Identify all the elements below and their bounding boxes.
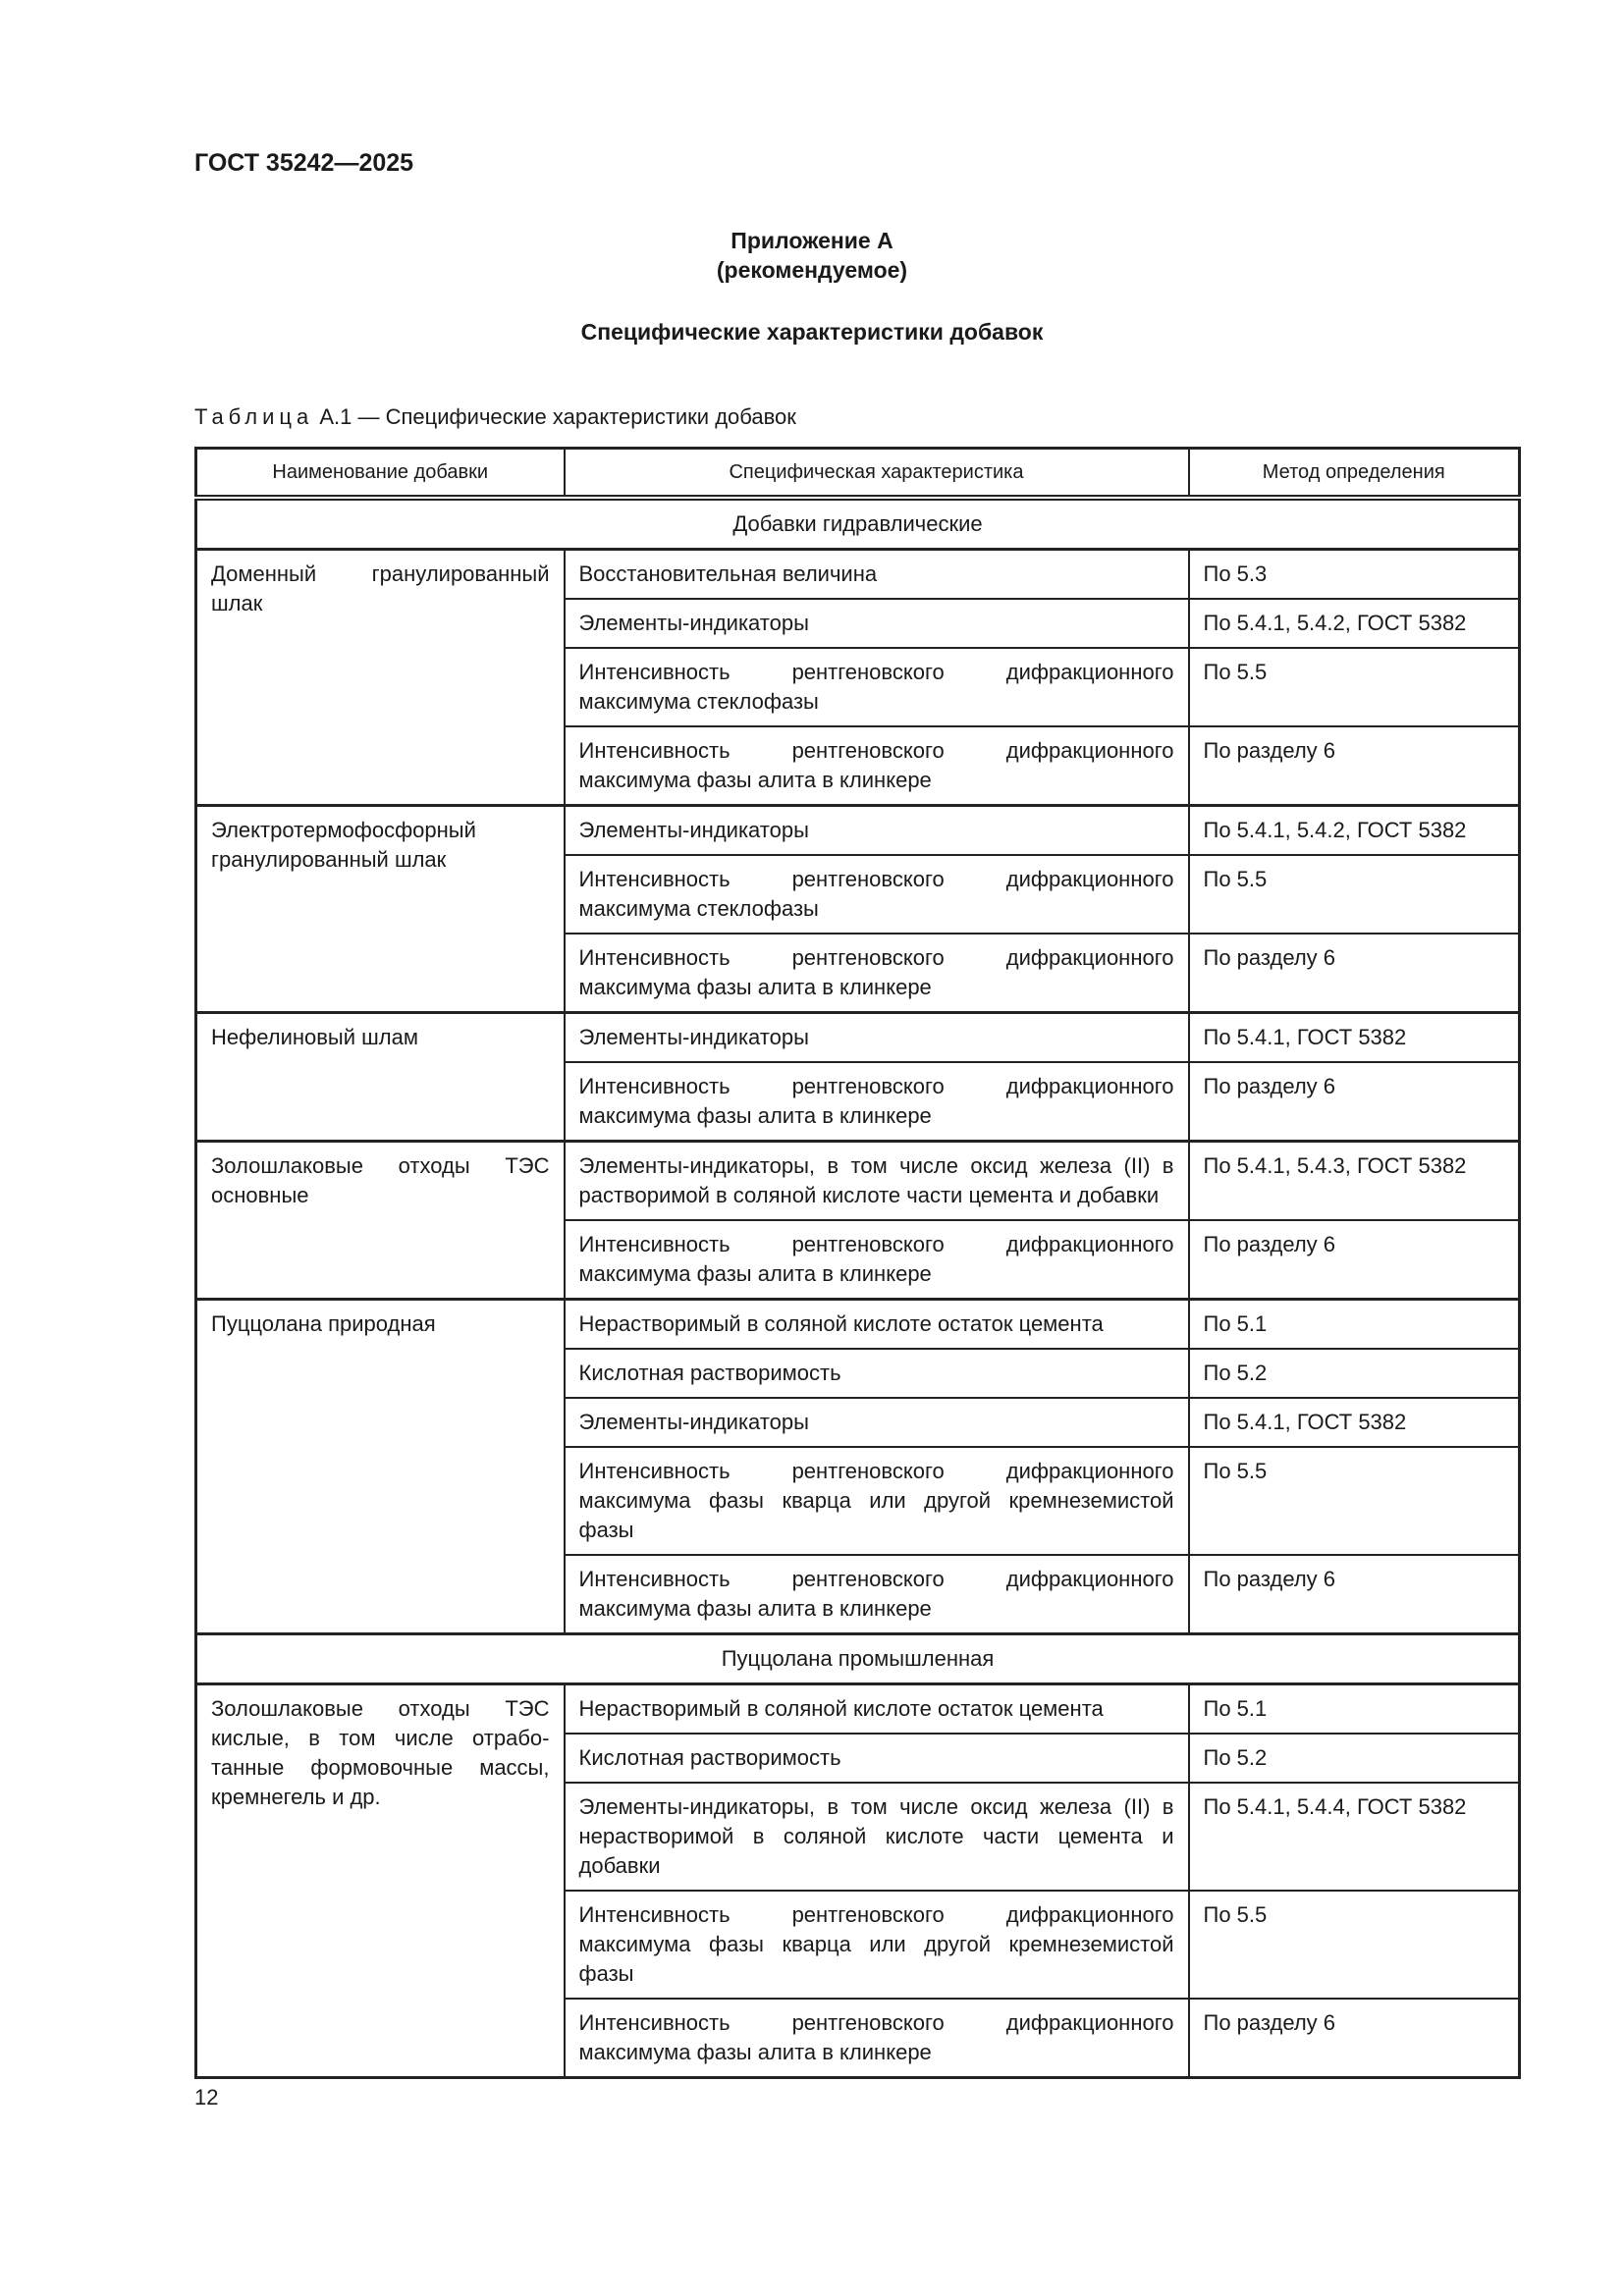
characteristic-cell: Интенсивность рентгеновского дифракционного максимума фазы кварца или другой кремнеземистой фазы (565, 1891, 1189, 1999)
additive-name: Нефелиновый шлам (196, 1013, 565, 1142)
appendix-heading: Специфические характеристики добавок (580, 319, 1044, 345)
additive-name: Золошлаковые отходы ТЭС основные (196, 1142, 565, 1300)
section-row (196, 498, 1520, 550)
characteristic-cell: Интенсивность рентгеновского дифракционного максимума фазы алита в клинкере (565, 1555, 1189, 1634)
method-cell: По 5.4.1, ГОСТ 5382 (1189, 1013, 1520, 1063)
table-header-row (196, 449, 1520, 499)
method-cell: По 5.5 (1189, 648, 1520, 726)
method-cell: По 5.5 (1189, 1447, 1520, 1555)
section-row (196, 1634, 1520, 1684)
method-cell: По 5.5 (1189, 855, 1520, 934)
characteristic-cell: Элементы-индикаторы (565, 806, 1189, 856)
characteristic-cell: Кислотная растворимость (565, 1349, 1189, 1398)
method-cell: По 5.2 (1189, 1734, 1520, 1783)
column-header-name: Наименование добавки (196, 449, 565, 499)
method-cell: По 5.4.1, ГОСТ 5382 (1189, 1398, 1520, 1447)
characteristic-cell: Интенсивность рентгеновского дифракционного максимума фазы алита в клинкере (565, 1062, 1189, 1142)
section-title: Добавки гидравлические (196, 498, 1520, 550)
method-cell: По разделу 6 (1189, 1062, 1520, 1142)
appendix-status: (рекомендуемое) (716, 257, 908, 283)
table-caption-word: Таблица (194, 404, 314, 429)
characteristic-cell: Элементы-индикаторы, в том числе оксид железа (II) в нерастворимой в соляной кислоте части цемента и добавки (565, 1783, 1189, 1891)
table-caption-text: А.1 — Специфические характеристики добавок (313, 404, 796, 429)
table-row (196, 1300, 1520, 1350)
column-header-characteristic: Специфическая характеристика (565, 449, 1189, 499)
method-cell: По разделу 6 (1189, 1220, 1520, 1300)
additive-name: Пуццолана природная (196, 1300, 565, 1634)
characteristic-cell: Нерастворимый в соляной кислоте остаток цемента (565, 1300, 1189, 1350)
characteristic-cell: Интенсивность рентгеновского дифракционного максимума фазы алита в клинкере (565, 726, 1189, 806)
method-cell: По разделу 6 (1189, 726, 1520, 806)
characteristic-cell: Кислотная растворимость (565, 1734, 1189, 1783)
characteristic-cell: Интенсивность рентгеновского дифракционного максимума фазы алита в клинкере (565, 1220, 1189, 1300)
additive-name: Золошлаковые отходы ТЭС кислые, в том числе отработанные формовочные массы, кремнегель и др. (196, 1684, 565, 2078)
method-cell: По разделу 6 (1189, 1555, 1520, 1634)
characteristic-cell: Интенсивность рентгеновского дифракционного максимума стеклофазы (565, 855, 1189, 934)
method-cell: По разделу 6 (1189, 1999, 1520, 2078)
page-number: 12 (194, 2085, 219, 2109)
characteristic-cell: Элементы-индикаторы (565, 1013, 1189, 1063)
characteristic-cell: Нерастворимый в соляной кислоте остаток цемента (565, 1684, 1189, 1735)
method-cell: По 5.1 (1189, 1684, 1520, 1735)
appendix-title: Приложение А (731, 228, 893, 253)
characteristic-cell: Интенсивность рентгеновского дифракционного максимума фазы алита в клинкере (565, 1999, 1189, 2078)
table-row (196, 550, 1520, 600)
table-row (196, 1142, 1520, 1221)
table-row (196, 1684, 1520, 1735)
method-cell: По 5.4.1, 5.4.3, ГОСТ 5382 (1189, 1142, 1520, 1221)
additive-name: Доменный гранулированный шлак (196, 550, 565, 806)
column-header-method: Метод определения (1189, 449, 1520, 499)
method-cell: По 5.2 (1189, 1349, 1520, 1398)
characteristic-cell: Интенсивность рентгеновского дифракционного максимума фазы алита в клинкере (565, 934, 1189, 1013)
characteristic-cell: Элементы-индикаторы (565, 599, 1189, 648)
characteristic-cell: Восстановительная величина (565, 550, 1189, 600)
method-cell: По 5.4.1, 5.4.2, ГОСТ 5382 (1189, 599, 1520, 648)
method-cell: По 5.1 (1189, 1300, 1520, 1350)
method-cell: По 5.5 (1189, 1891, 1520, 1999)
table-row (196, 1013, 1520, 1063)
method-cell: По 5.4.1, 5.4.2, ГОСТ 5382 (1189, 806, 1520, 856)
table-caption (194, 404, 796, 430)
characteristic-cell: Элементы-индикаторы, в том числе оксид железа (II) в растворимой в соляной кислоте части цемента и добавки (565, 1142, 1189, 1221)
table-row (196, 806, 1520, 856)
characteristic-cell: Интенсивность рентгеновского дифракционного максимума стеклофазы (565, 648, 1189, 726)
document-id: ГОСТ 35242—2025 (194, 149, 414, 177)
additives-table (194, 447, 1521, 2079)
method-cell: По разделу 6 (1189, 934, 1520, 1013)
characteristic-cell: Элементы-индикаторы (565, 1398, 1189, 1447)
method-cell: По 5.4.1, 5.4.4, ГОСТ 5382 (1189, 1783, 1520, 1891)
characteristic-cell: Интенсивность рентгеновского дифракционного максимума фазы кварца или другой кремнеземистой фазы (565, 1447, 1189, 1555)
additive-name: Электротермофосфорный гранулированный шлак (196, 806, 565, 1013)
section-title: Пуццолана промышленная (196, 1634, 1520, 1684)
method-cell: По 5.3 (1189, 550, 1520, 600)
